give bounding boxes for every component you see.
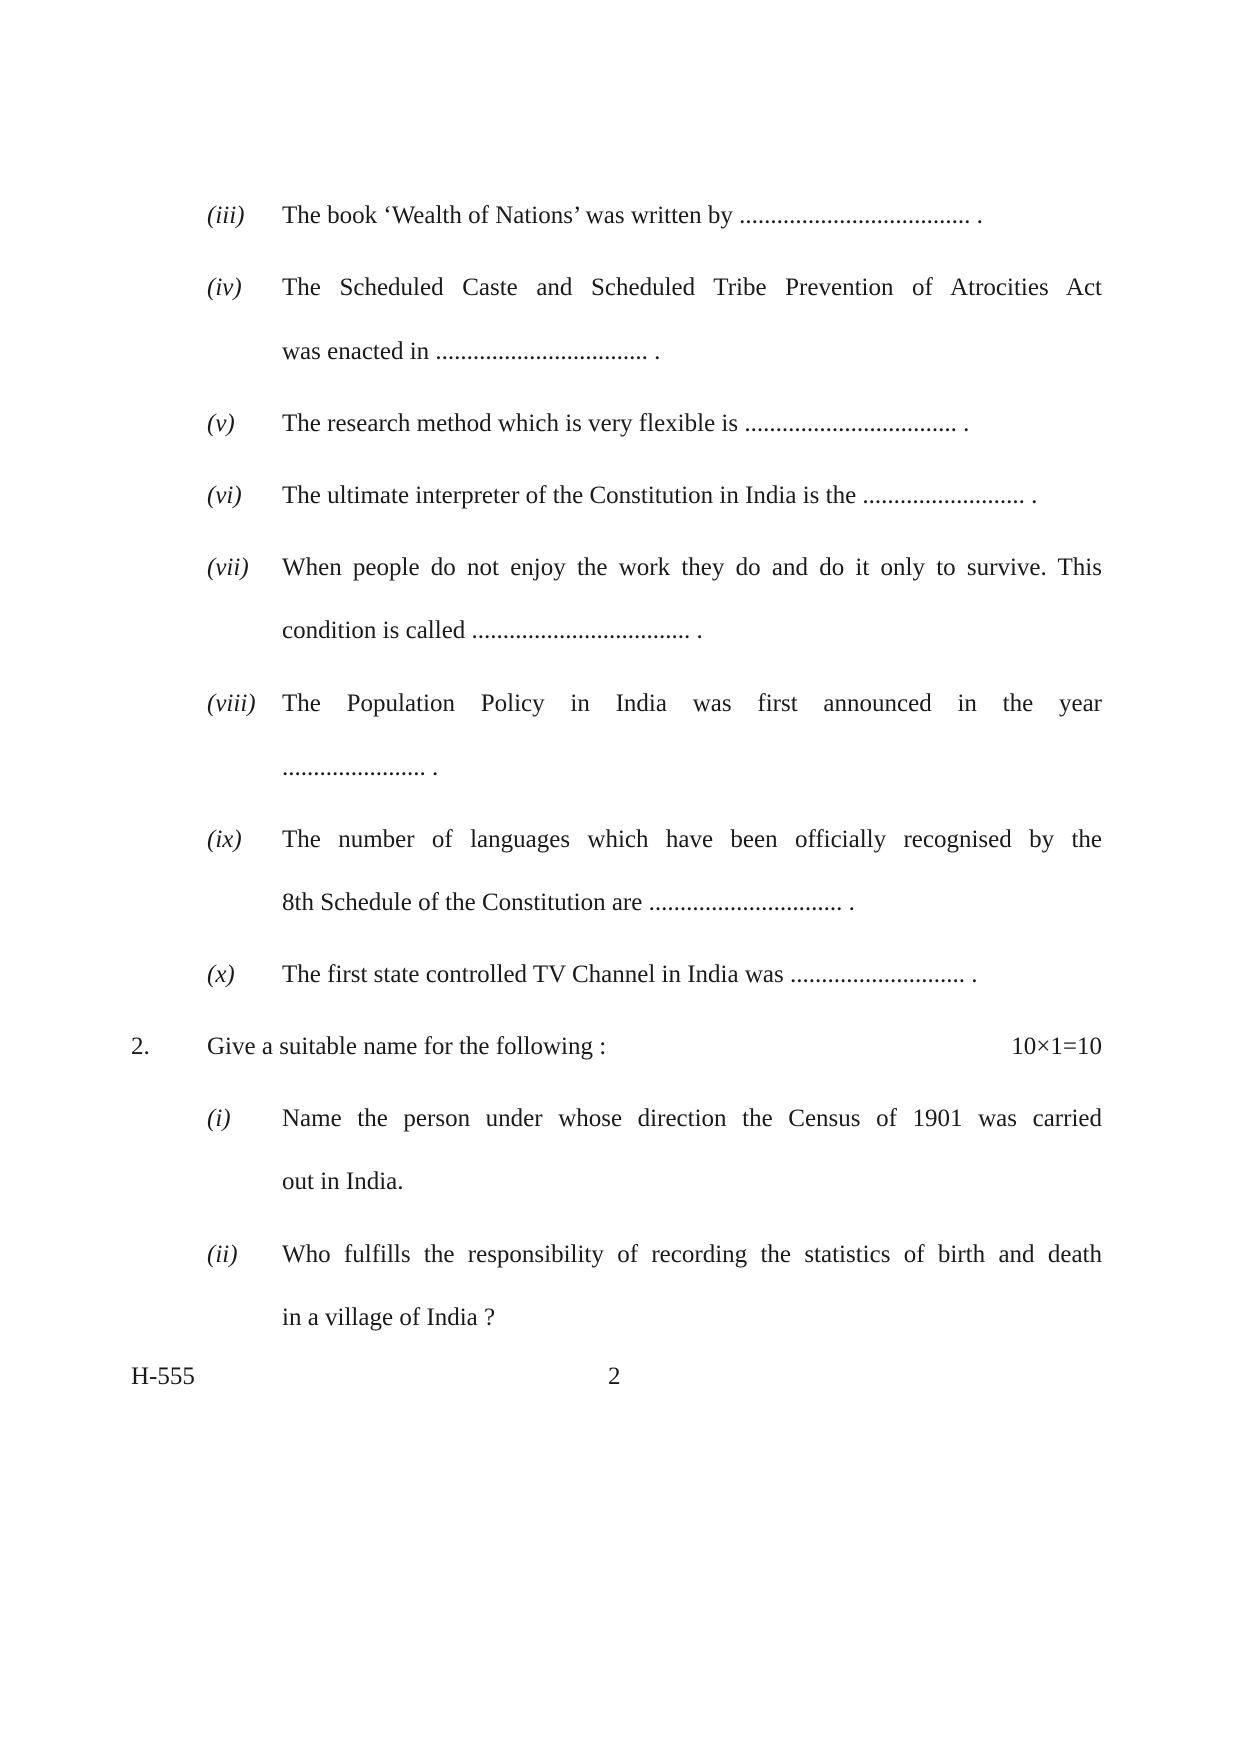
item-text: The Scheduled Caste and Scheduled Tribe Prevention of Atrocities Act <box>282 274 1102 301</box>
question-number: 2. <box>131 1033 150 1060</box>
paper-code: H-555 <box>131 1363 195 1390</box>
item-number: (i) <box>207 1105 231 1132</box>
page-number: 2 <box>608 1363 621 1390</box>
item-text-continued: condition is called ................................... . <box>282 617 703 644</box>
item-text-continued: ....................... . <box>282 754 439 781</box>
item-text: Name the person under whose direction the Census of 1901 was carried <box>282 1105 1102 1132</box>
item-number: (v) <box>207 410 235 437</box>
item-number: (viii) <box>207 690 256 717</box>
question-marks: 10×1=10 <box>1011 1033 1102 1060</box>
item-text-continued: was enacted in .................................. . <box>282 338 661 365</box>
item-number: (iv) <box>207 274 242 301</box>
question-text: Give a suitable name for the following : <box>207 1033 607 1060</box>
item-number: (vi) <box>207 482 242 509</box>
item-text: When people do not enjoy the work they do and do it only to survive. This <box>282 554 1102 581</box>
item-number: (vii) <box>207 554 249 581</box>
item-text: The book ‘Wealth of Nations’ was written by ..................................... . <box>282 202 983 229</box>
item-number: (x) <box>207 961 235 988</box>
item-text: The number of languages which have been officially recognised by the <box>282 826 1102 853</box>
item-text: The ultimate interpreter of the Constitution in India is the .......................... . <box>282 482 1038 509</box>
item-number: (ix) <box>207 826 242 853</box>
item-text: Who fulfills the responsibility of recording the statistics of birth and death <box>282 1241 1102 1268</box>
item-text-continued: 8th Schedule of the Constitution are ............................... . <box>282 889 855 916</box>
item-number: (iii) <box>207 202 245 229</box>
item-number: (ii) <box>207 1241 238 1268</box>
item-text-continued: out in India. <box>282 1168 404 1195</box>
item-text-continued: in a village of India ? <box>282 1304 496 1331</box>
item-text: The Population Policy in India was first announced in the year <box>282 690 1102 717</box>
item-text: The first state controlled TV Channel in India was ............................ . <box>282 961 978 988</box>
item-text: The research method which is very flexible is .................................. . <box>282 410 970 437</box>
